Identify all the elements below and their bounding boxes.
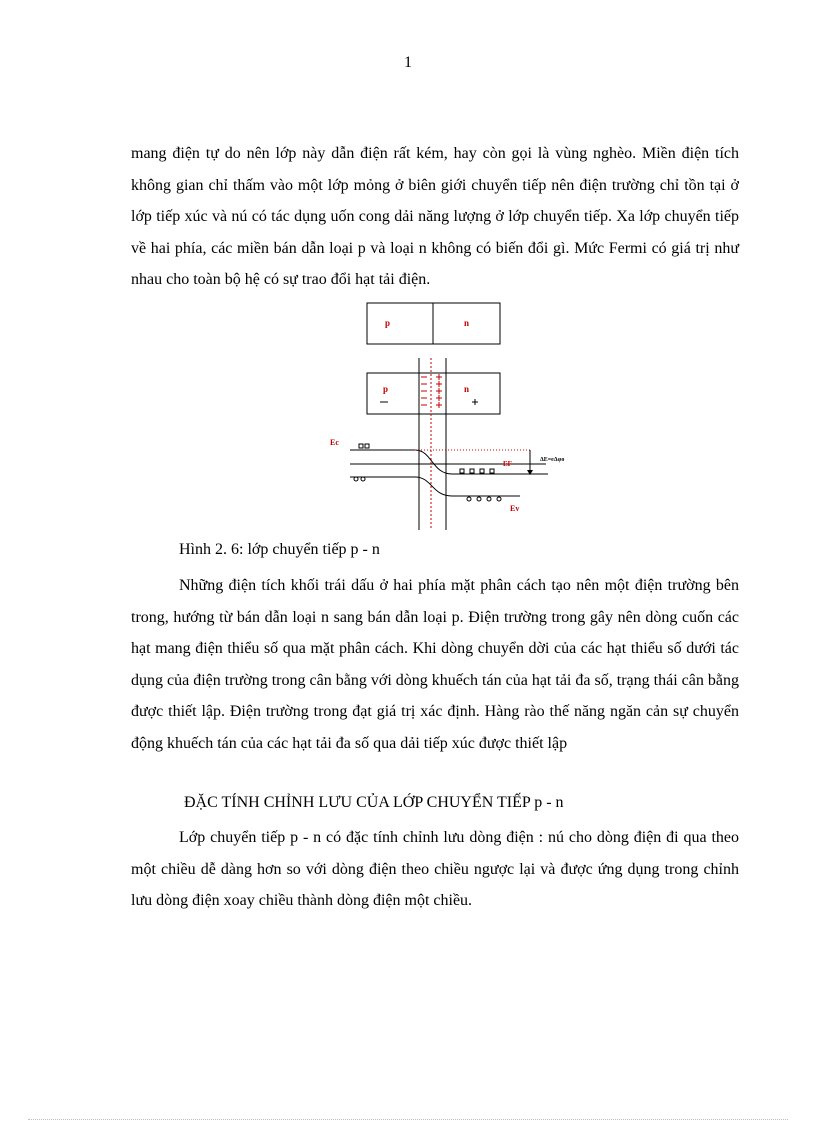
holes-n-side: [467, 497, 501, 501]
paragraph-internal-field: [131, 570, 739, 760]
paragraph-text: Lớp chuyển tiếp p - n có đặc tính chỉnh lưu dòng điện : nú cho dòng điện đi qua theo một chiều dễ dàng hơn so với dòng điện theo chiều ngược lại và được ứng dụng trong chỉnh lưu dòng điện xoay chiều thành dòng điện một chiều.: [131, 829, 739, 910]
label-p-bottom: p: [383, 384, 389, 394]
electrons-p-side: [359, 444, 369, 448]
label-ec: Ec: [330, 438, 339, 447]
label-ev: Ev: [510, 504, 520, 513]
paragraph-depletion-region: [131, 138, 739, 296]
label-n-bottom: n: [464, 384, 470, 394]
page-number: 1: [404, 54, 412, 71]
label-ef: EF: [503, 460, 512, 468]
label-delta-e: ΔE=eΔφo: [540, 457, 565, 463]
label-n-top: n: [464, 318, 470, 328]
section-heading: ĐẶC TÍNH CHỈNH LƯU CỦA LỚP CHUYỂN TIẾP p - n: [184, 794, 564, 811]
paragraph-text: mang điện tự do nên lớp này dẫn điện rất kém, hay còn gọi là vùng nghèo. Miền điện tích không gian chỉ thấm vào một lớp mỏng ở biên giới chuyển tiếp nên điện trường chỉ tồn tại ở lớp tiếp xúc và nú có tác dụng uốn cong dải năng lượng ở lớp chuyển tiếp. Xa lớp chuyển tiếp về hai phía, các miền bán dẫn loại p và loại n không có biến đổi gì. Mức Fermi có giá trị như nhau cho toàn bộ hệ có sự trao đổi hạt tải điện.: [131, 145, 739, 289]
positive-space-charges: [436, 374, 442, 408]
valence-band: [350, 477, 520, 496]
pn-junction-figure: [320, 298, 565, 534]
figure-caption: Hình 2. 6: lớp chuyển tiếp p - n: [179, 541, 380, 558]
negative-space-charges: [421, 377, 427, 405]
holes-p-side: [354, 477, 365, 481]
page-footer-border: [28, 1119, 788, 1120]
conduction-band: [350, 450, 548, 474]
label-p-top: p: [385, 318, 391, 328]
paragraph-text: Những điện tích khối trái dấu ở hai phía mặt phân cách tạo nên một điện trường bên trong, hướng từ bán dẫn loại n sang bán dẫn loại p. Điện trường trong gây nên dòng cuốn các hạt mang điện thiểu số qua mặt phân cách. Khi dòng chuyển dời của các hạt thiểu số dưới tác dụng của điện trường trong cân bằng với dòng khuếch tán của hạt tải đa số, trạng thái cân bằng được thiết lập. Điện trường trong đạt giá trị xác định. Hàng rào thế năng ngăn cản sự chuyển động khuếch tán của các hạt tải đa số qua dải tiếp xúc được thiết lập: [131, 577, 739, 752]
electrons-n-side: [460, 469, 494, 473]
paragraph-rectification: [131, 822, 739, 917]
